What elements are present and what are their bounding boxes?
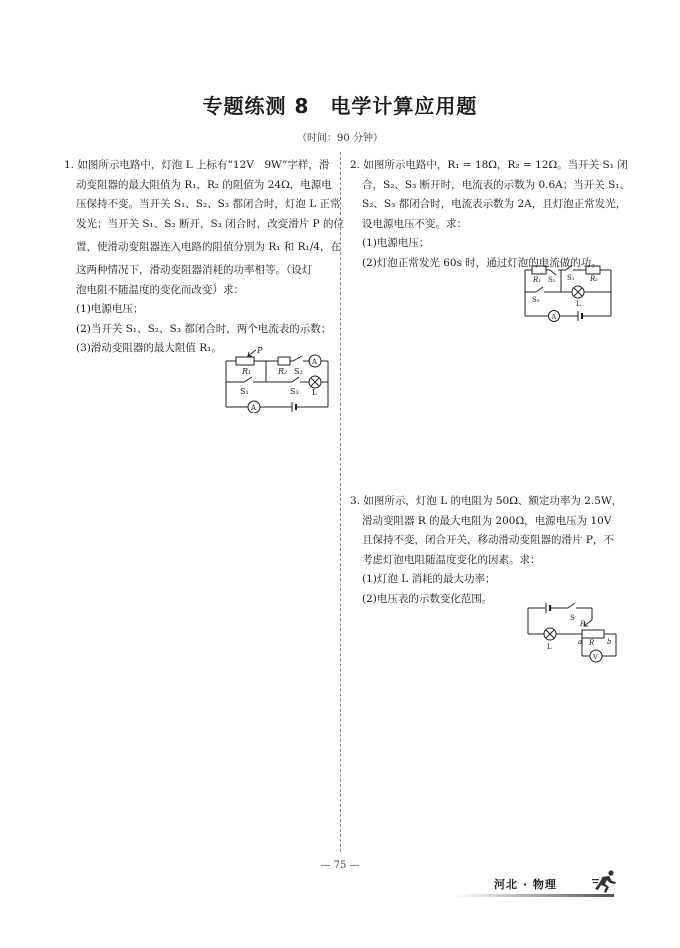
fig1-label: L [312, 388, 318, 397]
fig1-label: S₁ [240, 387, 249, 396]
page-title: 专题练测 8 电学计算应用题 [202, 94, 478, 118]
page-number: — 75 — [320, 860, 360, 871]
circuit-diagram-1 [222, 347, 332, 413]
question-3-line: 考虑灯泡电阻随温度变化的因素。求： [362, 553, 541, 566]
switch-s3-icon [536, 287, 543, 292]
question-2-line: 2. 如图所示电路中，R₁ = 18Ω，R₂ = 12Ω。当开关 S₁ 闭 [350, 159, 628, 171]
question-1-line: 1. 如图所示电路中，灯泡 L 上标有“12V 9W”字样，滑 [64, 159, 330, 171]
fig1-label: S₂ [294, 367, 303, 376]
question-3-sub: (2)电压表的示数变化范围。 [362, 592, 493, 605]
time-limit: （时间：90 分钟） [297, 133, 383, 144]
question-1 [64, 156, 344, 359]
question-3-line: 3. 如图所示，灯泡 L 的电阻为 50Ω、额定功率为 2.5W， [350, 495, 623, 507]
question-2-line: 合，S₂、S₃ 断开时，电流表的示数为 0.6A；当开关 S₁、 [362, 178, 631, 191]
fig3-label: b [607, 638, 612, 646]
question-1-sub: (2)当开关 S₁、S₂、S₃ 都闭合时，两个电流表的示数； [76, 322, 332, 335]
fig2-label: R₂ [590, 275, 599, 283]
question-2 [350, 156, 631, 273]
fig1-label: A [312, 358, 318, 366]
fig3-label: S [570, 614, 575, 622]
question-1-line: 这两种情况下，滑动变阻器消耗的功率相等。（设灯 [76, 264, 313, 276]
fig2-label: A [551, 313, 557, 321]
switch-s2-icon [293, 356, 302, 361]
question-2-line: 设电源电压不变。求： [362, 217, 467, 230]
subject-tag: 河北 · 物理 [494, 878, 557, 891]
question-2-sub: (2)灯泡正常发光 60s 时，通过灯泡的电流做的功。 [362, 256, 602, 269]
switch-s3-icon [292, 377, 299, 382]
fig3-label: V [593, 653, 598, 661]
fig3-label: P [580, 620, 585, 628]
fig2-label: R₁ [533, 276, 542, 284]
fig1-label: R₁ [242, 367, 252, 376]
fig2-label: S₂ [548, 276, 556, 284]
question-2-sub: (1)电源电压； [362, 237, 430, 249]
switch-s1-icon [244, 377, 252, 382]
fig1-label: A [251, 404, 257, 412]
fig3-label: R [589, 639, 595, 647]
question-1-line: 泡电阻不随温度的变化而改变）求： [76, 283, 244, 296]
fig1-label: P [257, 347, 263, 355]
circuit-diagram-3 [524, 602, 624, 664]
question-3-line: 滑动变阻器 R 的最大电阻为 200Ω，电源电压为 10V [362, 514, 612, 527]
resistor-r2-icon [278, 357, 290, 365]
question-1-line: 置，使滑动变阻器连入电路的阻值分别为 R₁ 和 R₁/4，在 [76, 241, 341, 253]
circuit-diagram-2 [522, 264, 614, 322]
fig3-label: a [578, 638, 583, 646]
fig3-label: L [547, 643, 552, 651]
fig2-label: L [576, 300, 581, 308]
question-3 [350, 492, 623, 609]
switch-s2-icon [550, 270, 556, 275]
question-1-line: 压保持不变。当开关 S₁、S₂、S₃ 都闭合时，灯泡 L 正常 [76, 198, 341, 210]
switch-s1-icon [566, 265, 572, 270]
fig2-label: S₃ [532, 296, 540, 304]
resistor-r1-icon [532, 266, 546, 274]
question-3-line: 且保持不变，闭合开关，移动滑动变阻器的滑片 P，不 [362, 534, 614, 546]
question-2-line: S₂、S₃ 都闭合时，电流表示数为 2A，且灯泡正常发光， [362, 198, 627, 210]
question-3-sub: (1)灯泡 L 消耗的最大功率； [362, 573, 496, 585]
question-1-sub: (3)滑动变阻器的最大阻值 R₁。 [76, 342, 222, 354]
rheostat-icon [582, 630, 604, 638]
fig1-label: S₃ [290, 387, 299, 396]
resistor-r2-icon [586, 266, 600, 274]
question-1-line: 发光；当开关 S₁、S₂ 断开，S₃ 闭合时，改变滑片 P 的位 [76, 217, 344, 230]
fig2-label: S₁ [567, 274, 575, 282]
question-1-line: 动变阻器的最大阻值为 R₁，R₂ 的阻值为 24Ω，电源电 [76, 178, 332, 191]
question-1-sub: (1)电源电压； [76, 303, 144, 315]
footer-decor-bar [454, 894, 614, 897]
resistor-r1-icon [236, 357, 254, 365]
runner-logo-icon [592, 870, 618, 894]
fig1-label: R₂ [278, 367, 288, 376]
switch-s-icon [568, 603, 575, 608]
